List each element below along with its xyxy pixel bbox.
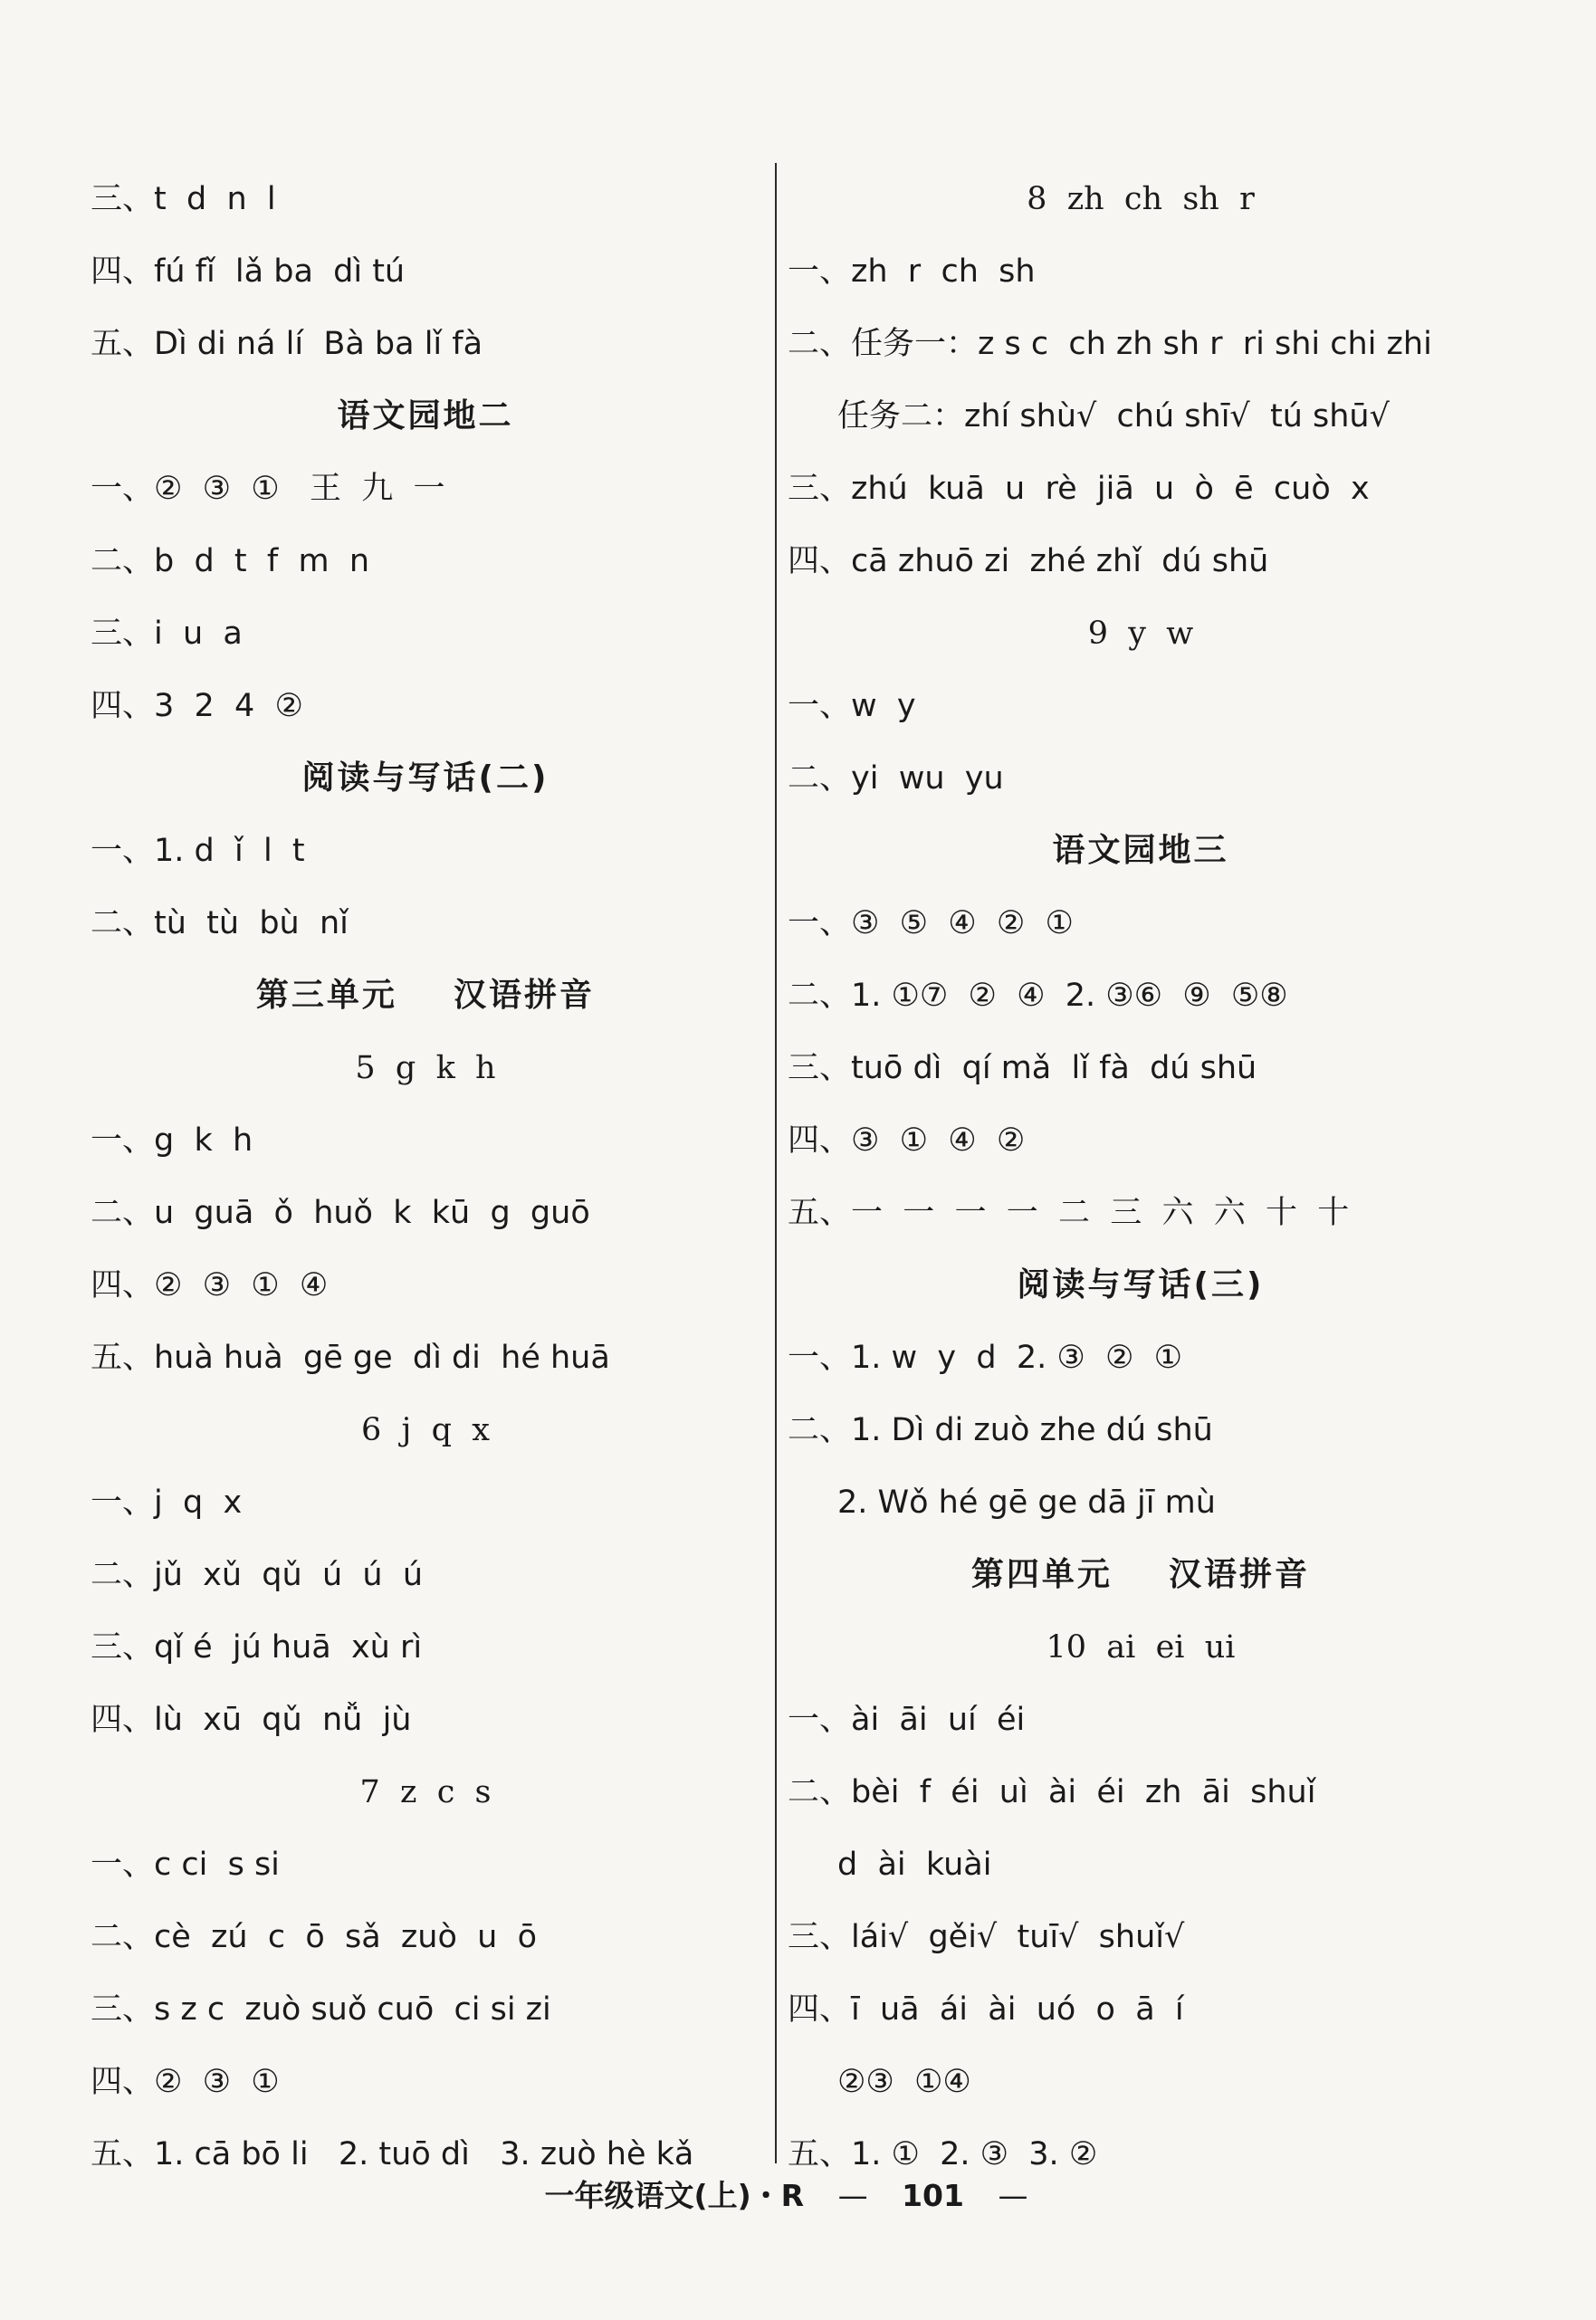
answer-line: 四、fú fǐ lǎ ba dì tú <box>91 253 406 290</box>
lesson-title: 8 zh ch sh r <box>1027 181 1255 217</box>
answer-line: 二、tù tù bù nǐ <box>91 905 349 941</box>
answer-line: 一、w y <box>788 688 916 724</box>
right-column <box>788 163 1494 2191</box>
answer-line: 五、huà huà gē ge dì di hé huā <box>91 1340 610 1376</box>
answer-line: 三、tuō dì qí mǎ lǐ fà dú shū <box>788 1050 1257 1086</box>
answer-line-continued: d ài kuài <box>837 1847 992 1883</box>
footer-dash-right: — <box>998 2178 1028 2213</box>
answer-line: 二、任务一：z s c ch zh sh r ri shi chi zhi <box>788 326 1432 362</box>
answer-line: 四、3 2 4 ② <box>91 688 303 724</box>
answer-line: 一、ài āi uí éi <box>788 1702 1026 1738</box>
answer-line: 三、lái√ gěi√ tuī√ shuǐ√ <box>788 1919 1185 1955</box>
answer-line: 二、1. Dì di zuò zhe dú shū <box>788 1412 1213 1448</box>
answer-line: 五、一 一 一 一 二 三 六 六 十 十 <box>788 1195 1350 1231</box>
section-heading: 阅读与写话(三) <box>1017 1266 1265 1303</box>
left-column <box>91 163 760 2191</box>
answer-line: 四、lù xū qǔ nǚ jù <box>91 1702 412 1738</box>
section-heading: 第三单元 汉语拼音 <box>255 977 596 1014</box>
answer-line: 二、u guā ǒ huǒ k kū g guō <box>91 1195 590 1231</box>
answer-line: 二、yi wu yu <box>788 760 1004 797</box>
answer-line: 四、ī uā ái ài uó o ā í <box>788 1991 1184 2028</box>
section-heading: 阅读与写话(二) <box>301 759 550 797</box>
answer-line: 二、bèi f éi uì ài éi zh āi shuǐ <box>788 1774 1316 1810</box>
answer-line: 一、g k h <box>91 1122 253 1159</box>
answer-line-continued: ②③ ①④ <box>837 2064 971 2100</box>
answer-line: 五、1. cā bō li 2. tuō dì 3. zuò hè kǎ <box>91 2136 694 2172</box>
answer-line: 二、b d t f m n <box>91 543 370 579</box>
lesson-title: 7 z c s <box>359 1774 492 1810</box>
answer-line-continued: 任务二：zhí shù√ chú shī√ tú shū√ <box>837 398 1390 434</box>
column-divider <box>775 163 777 2163</box>
section-heading: 语文园地二 <box>337 397 514 434</box>
answer-line: 一、c ci s si <box>91 1847 280 1883</box>
answer-line: 三、i u a <box>91 616 243 652</box>
answer-line: 五、Dì di ná lí Bà ba lǐ fà <box>91 326 483 362</box>
page-footer <box>0 2172 1596 2215</box>
answer-line: 四、③ ① ④ ② <box>788 1122 1026 1159</box>
answer-line: 一、③ ⑤ ④ ② ① <box>788 905 1074 941</box>
answer-line: 二、1. ①⑦ ② ④ 2. ③⑥ ⑨ ⑤⑧ <box>788 978 1288 1014</box>
answer-line: 二、cè zú c ō sǎ zuò u ō <box>91 1919 537 1955</box>
answer-line: 一、② ③ ① 王 九 一 <box>91 471 445 507</box>
answer-line: 三、s z c zuò suǒ cuō ci si zi <box>91 1991 551 2028</box>
answer-line: 五、1. ① 2. ③ 3. ② <box>788 2136 1098 2172</box>
answer-line: 四、② ③ ① ④ <box>91 1267 329 1303</box>
answer-line: 三、zhú kuā u rè jiā u ò ē cuò x <box>788 471 1370 507</box>
page-number: 101 <box>902 2178 964 2213</box>
answer-line: 三、t d n l <box>91 181 276 217</box>
footer-dash-left: — <box>837 2178 868 2213</box>
section-heading: 语文园地三 <box>1052 832 1229 869</box>
answer-line: 一、1. d ǐ l t <box>91 833 305 869</box>
lesson-title: 6 j q x <box>360 1412 491 1448</box>
answer-line: 一、zh r ch sh <box>788 253 1036 290</box>
answer-line-continued: 2. Wǒ hé gē ge dā jī mù <box>837 1485 1216 1521</box>
answer-line: 一、1. w y d 2. ③ ② ① <box>788 1340 1182 1376</box>
answer-line: 一、j q x <box>91 1485 243 1521</box>
answer-line: 四、② ③ ① <box>91 2064 280 2100</box>
answer-line: 二、jǔ xǔ qǔ ú ú ú <box>91 1557 424 1593</box>
answer-line: 三、qǐ é jú huā xù rì <box>91 1629 423 1666</box>
lesson-title: 9 y w <box>1087 616 1194 652</box>
answer-line: 四、cā zhuō zi zhé zhǐ dú shū <box>788 543 1269 579</box>
footer-label: 一年级语文(上)・R <box>544 2178 805 2213</box>
section-heading: 第四单元 汉语拼音 <box>970 1556 1311 1593</box>
lesson-title: 10 ai ei ui <box>1046 1629 1236 1666</box>
lesson-title: 5 g k h <box>355 1050 496 1086</box>
